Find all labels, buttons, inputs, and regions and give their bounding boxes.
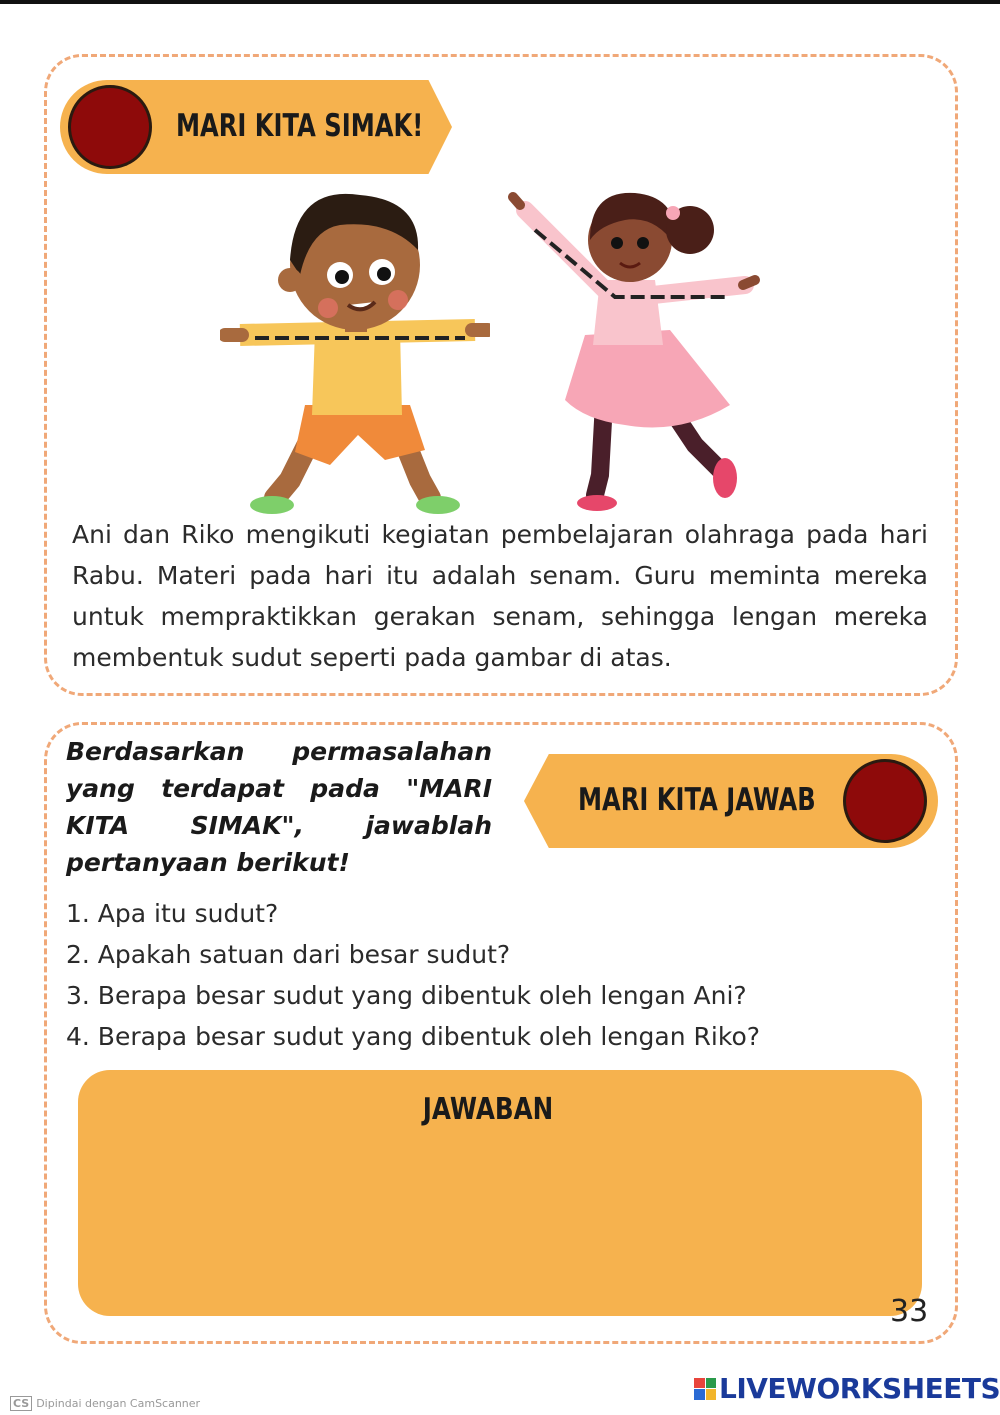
page-number: 33 [890, 1294, 929, 1329]
liveworksheets-logo[interactable] [694, 1372, 1000, 1405]
top-rule [0, 0, 1000, 4]
question-item: 1. Apa itu sudut? [66, 899, 279, 928]
jawab-dot-icon [843, 759, 927, 843]
camscanner-watermark [10, 1396, 200, 1411]
question-prompt: Berdasarkan permasalahan yang terdapat pada "MARI KITA SIMAK", jawablah pertanyaan berikut! [66, 737, 492, 877]
camscanner-badge: CS [10, 1396, 32, 1411]
question-item: 2. Apakah satuan dari besar sudut? [66, 940, 511, 969]
answer-box[interactable] [78, 1070, 922, 1316]
simak-dot-icon [68, 85, 152, 169]
question-item: 4. Berapa besar sudut yang dibentuk oleh lengan Riko? [66, 1022, 761, 1051]
liveworksheets-text: LIVEWORKSHEETS [719, 1372, 1000, 1405]
camscanner-text: Dipindai dengan CamScanner [36, 1397, 201, 1410]
question-item: 3. Berapa besar sudut yang dibentuk oleh lengan Ani? [66, 981, 747, 1010]
answer-title: JAWABAN [422, 1092, 554, 1127]
jawab-title: MARI KITA JAWAB [578, 782, 816, 818]
ani-illustration [505, 185, 765, 515]
riko-illustration [220, 180, 490, 520]
question-list [66, 893, 760, 1057]
liveworksheets-grid-icon [694, 1378, 716, 1400]
story-paragraph: Ani dan Riko mengikuti kegiatan pembelajaran olahraga pada hari Rabu. Materi pada hari itu adalah senam. Guru meminta mereka untuk mempraktikkan gerakan senam, sehingga lengan mereka membentuk sudut seperti pada gambar di atas. [72, 520, 928, 672]
simak-title: MARI KITA SIMAK! [176, 108, 424, 144]
